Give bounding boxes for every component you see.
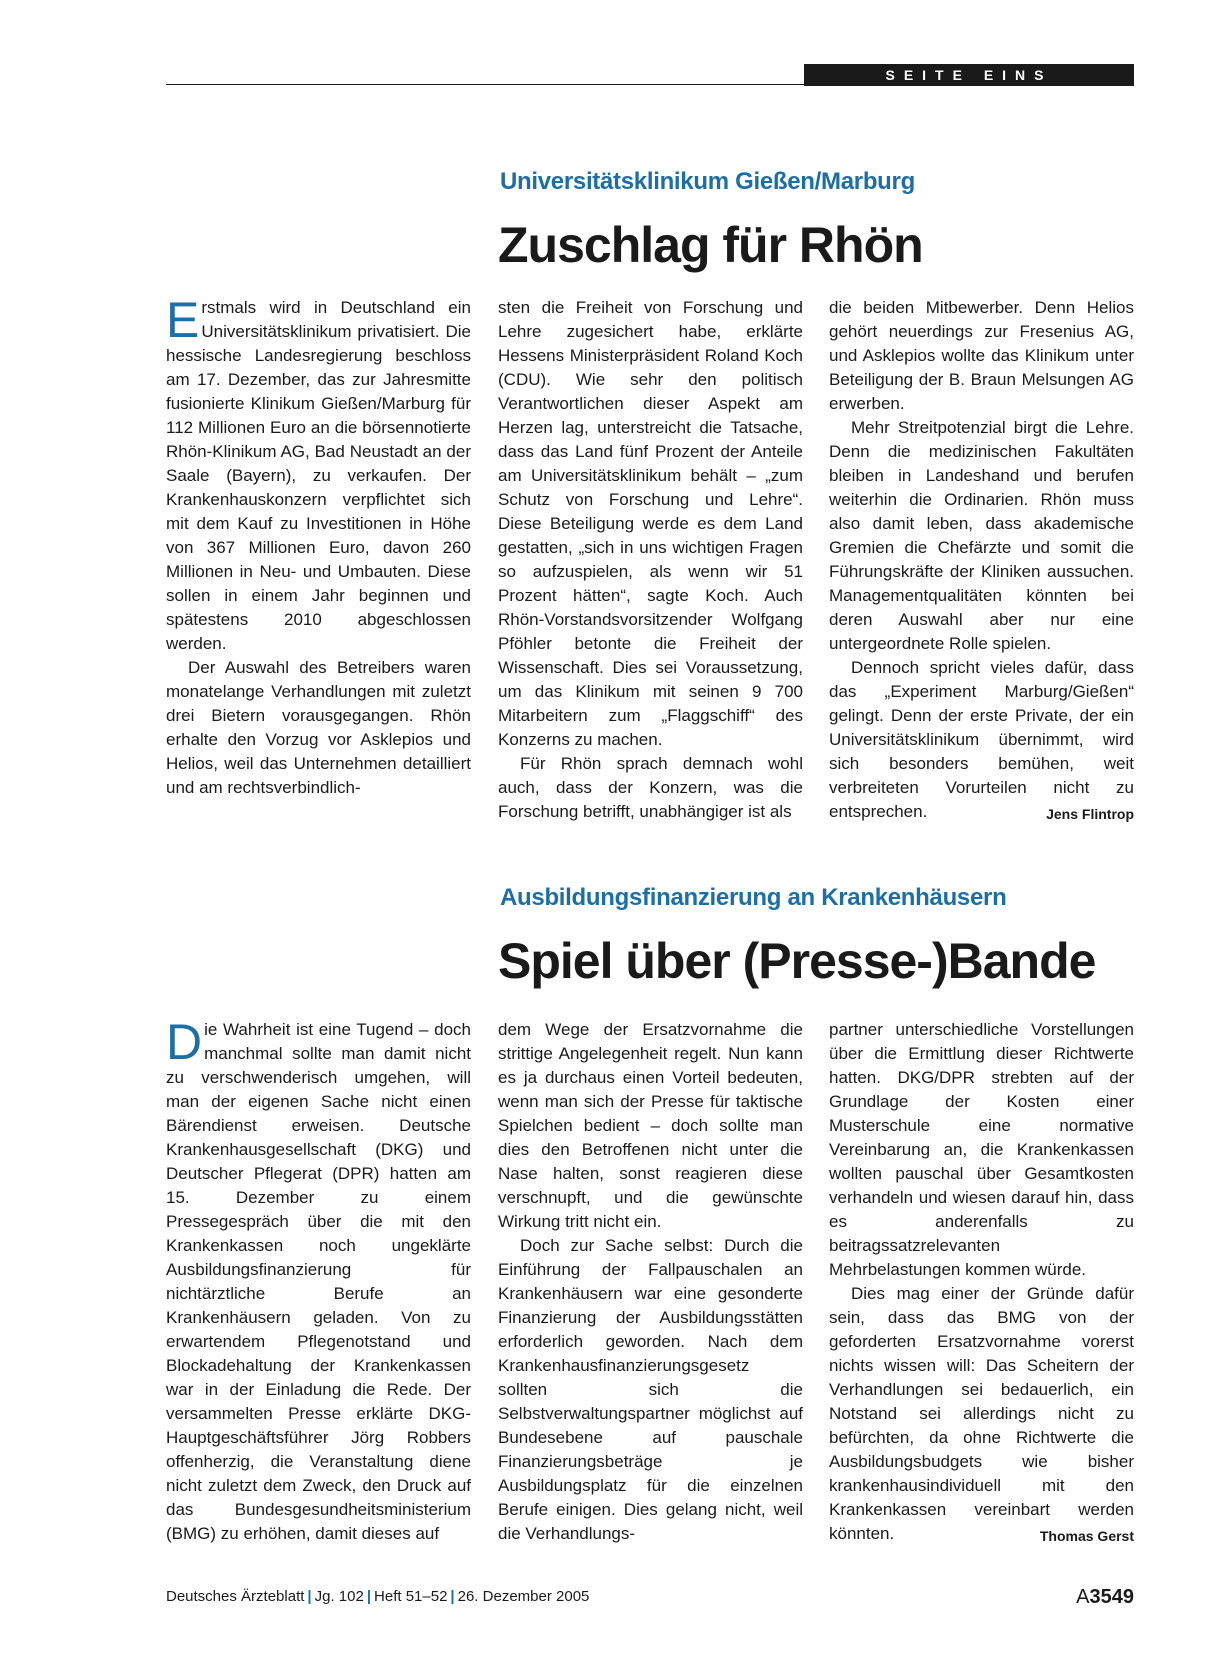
page-number [1076, 1586, 1134, 1609]
article2-paragraph-2: dem Wege der Ersatzvornahme die strittige Angelegenheit regelt. Nun kann es ja durchaus einen Vorteil bedeuten, wenn man sich der Presse für taktische Spielchen bedient – doch sollte man dies den Betroffenen nicht unter die Nase halten, sonst reagieren diese verschnupft, und die gewünschte Wirkung tritt nicht ein. [498, 1020, 803, 1231]
article2-paragraph-5 [829, 1282, 1134, 1546]
article1-column-1 [166, 292, 471, 800]
footer-separator: | [366, 1588, 372, 1605]
article1-p7-text: Dennoch spricht vieles dafür, dass das „Experiment Marburg/Gießen“ gelingt. Denn der erste Private, der ein Universitätsklinikum übernimmt, wird sich besonders bemühen, weit verbreiteten Vorurteilen nicht zu entsprechen. [829, 658, 1134, 821]
article1-paragraph-2: Der Auswahl des Betreibers waren monatelange Verhandlungen mit zuletzt drei Bietern vorausgegangen. Rhön erhalte den Vorzug vor Asklepios und Helios, weil das Unternehmen detailliert und am rechtsverbindlich- [166, 658, 471, 797]
article1-kicker: Universitätsklinikum Gießen/Marburg [500, 168, 915, 195]
article2-paragraph-3: Doch zur Sache selbst: Durch die Einführung der Fallpauschalen an Krankenhäusern war eine gesonderte Finanzierung der Ausbildungsstätten erforderlich geworden. Nach dem Krankenhausfinanzierungsgesetz sollten sich die Selbstverwaltungspartner möglichst auf Bundesebene auf pauschale Finanzierungsbeträge je Ausbildungsplatz für die einzelnen Berufe einigen. Dies gelang nicht, weil die Verhandlungs- [498, 1236, 803, 1543]
page-prefix: A [1076, 1586, 1090, 1608]
article1-dropcap: E [166, 292, 200, 348]
article2-author: Thomas Gerst [1039, 1528, 1134, 1544]
article2-column-1 [166, 1014, 471, 1546]
article1-title: Zuschlag für Rhön [498, 217, 923, 273]
article1-p1-text: rstmals wird in Deutschland ein Universitätsklinikum privatisiert. Die hessische Landesregierung beschloss am 17. Dezember, das zur Jahresmitte fusionierte Klinikum Gießen/Marburg für 112 Millionen Euro an die börsennotierte Rhön-Klinikum AG, Bad Neustadt an der Saale (Bayern), zu verkaufen. Der Krankenhauskonzern verpflichtet sich mit dem Kauf zu Investitionen in Höhe von 367 Millionen Euro, davon 260 Millionen in Neu- und Umbauten. Diese sollen in einem Jahr beginnen und spätestens 2010 abgeschlossen werden. [166, 298, 471, 653]
article1-paragraph-3: sten die Freiheit von Forschung und Lehre zugesichert habe, erklärte Hessens Ministerpräsident Roland Koch (CDU). Wie sehr den politisch Verantwortlichen dieser Aspekt am Herzen lag, unterstreicht die Tatsache, dass das Land fünf Prozent der Anteile am Universitätsklinikum behält – „zum Schutz von Forschung und Lehre“. Diese Beteiligung werde es dem Land gestatten, „sich in uns wichtigen Fragen so aufzuspielen, als wenn wir 51 Prozent hätten“, sagte Koch. Auch Rhön-Vorstandsvorsitzender Wolfgang Pföhler betonte die Freiheit der Wissenschaft. Dies sei Voraussetzung, um das Klinikum mit seinen 9 700 Mitarbeitern zum „Flaggschiff“ des Konzerns zu machen. [498, 298, 803, 749]
article1-column-3 [829, 296, 1134, 826]
section-label: SEITE EINS [804, 64, 1134, 86]
article2-p5-text: Dies mag einer der Gründe dafür sein, dass das BMG von der geforderten Ersatzvornahme vorerst nichts wissen will: Das Scheitern der Verhandlungen sei bedauerlich, ein Notstand sei allerdings nicht zu befürchten, da ohne Richtwerte die Ausbildungsbudgets wie bisher krankenhausindividuell mit den Krankenkassen vereinbart werden könnten. [829, 1284, 1134, 1543]
article2-column-2 [498, 1018, 803, 1546]
footer-volume: Jg. 102 [314, 1588, 364, 1605]
article2-title: Spiel über (Presse-)Bande [498, 933, 1096, 989]
page-footer [166, 1586, 1134, 1610]
footer-separator: | [307, 1588, 312, 1605]
footer-issue: Heft 51–52 [374, 1588, 448, 1605]
article2-p1-text: ie Wahrheit ist eine Tugend – doch manchmal sollte man damit nicht zu verschwenderisch umgehen, will man der eigenen Sache nicht einen Bärendienst erweisen. Deutsche Krankenhausgesellschaft (DKG) und Deutscher Pflegerat (DPR) hatten am 15. Dezember zu einem Pressegespräch über die mit den Krankenkassen noch ungeklärte Ausbildungsfinanzierung für nichtärztliche Berufe an Krankenhäusern geladen. Von zu erwartendem Pflegenotstand und Blockadehaltung der Krankenkassen war in der Einladung die Rede. Der versammelten Presse erklärte DKG-Hauptgeschäftsführer Jörg Robbers offenherzig, die Veranstaltung diene nicht zuletzt dem Zweck, den Druck auf das Bundesgesundheitsministerium (BMG) zu erhöhen, damit dieses auf [166, 1020, 471, 1543]
article2-kicker: Ausbildungsfinanzierung an Krankenhäusern [500, 884, 1007, 911]
article2-dropcap: D [166, 1014, 203, 1070]
article1-paragraph-4: Für Rhön sprach demnach wohl auch, dass der Konzern, was die Forschung betrifft, unabhängiger ist als [498, 754, 803, 821]
article2-paragraph-1 [166, 1014, 471, 1546]
footer-date: 26. Dezember 2005 [457, 1588, 590, 1605]
article1-column-2 [498, 296, 803, 824]
article2-column-3 [829, 1018, 1134, 1548]
article1-paragraph-7 [829, 656, 1134, 824]
article1-paragraph-1 [166, 292, 471, 656]
article1-author: Jens Flintrop [1046, 806, 1134, 822]
footer-separator: | [450, 1588, 455, 1605]
footer-citation [166, 1588, 589, 1605]
footer-journal: Deutsches Ärzteblatt [166, 1588, 305, 1605]
article2-paragraph-4: partner unterschiedliche Vorstellungen über die Ermittlung dieser Richtwerte hatten. DKG/DPR strebten auf der Grundlage der Kosten einer Musterschule eine normative Vereinbarung an, die Krankenkassen wollten pauschal über Gesamtkosten verhandeln und wiesen darauf hin, dass es anderenfalls zu beitragssatzrelevanten Mehrbelastungen kommen würde. [829, 1020, 1134, 1279]
page-number-value: 3549 [1089, 1586, 1134, 1608]
article1-paragraph-6: Mehr Streitpotenzial birgt die Lehre. Denn die medizinischen Fakultäten bleiben in Landeshand und berufen weiterhin die Ordinarien. Rhön muss also damit leben, dass akademische Gremien die Chefärzte und somit die Führungskräfte der Kliniken aussuchen. Managementqualitäten könnten bei deren Auswahl aber nur eine untergeordnete Rolle spielen. [829, 418, 1134, 653]
article1-paragraph-5: die beiden Mitbewerber. Denn Helios gehört neuerdings zur Fresenius AG, und Asklepios wollte das Klinikum unter Beteiligung der B. Braun Melsungen AG erwerben. [829, 298, 1134, 413]
